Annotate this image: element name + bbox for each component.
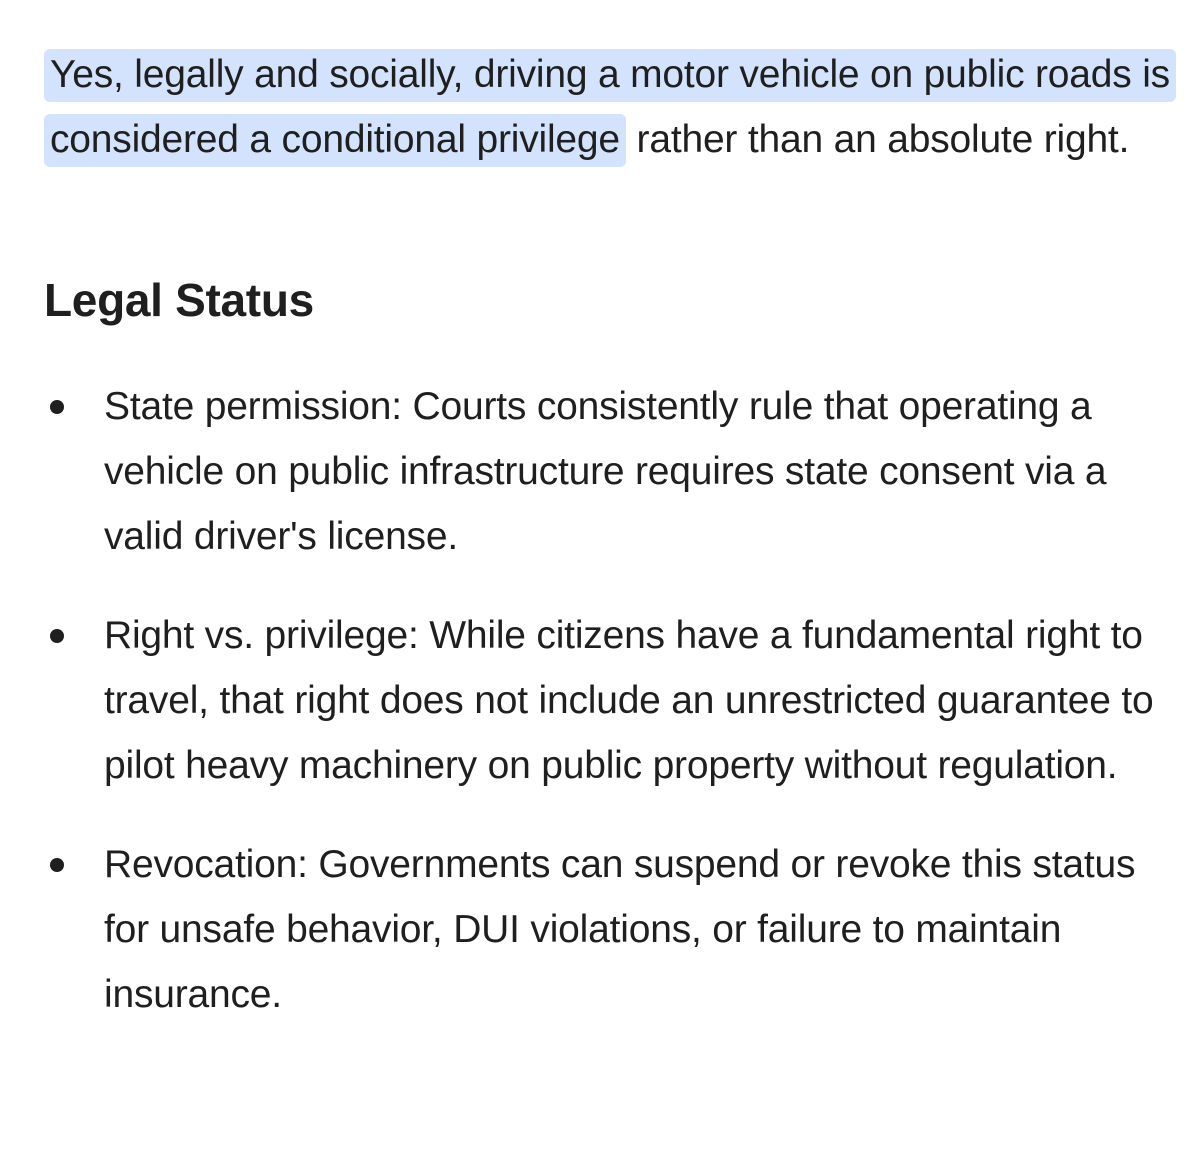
intro-rest: rather than an absolute right. — [625, 118, 1130, 161]
bullet-list — [44, 374, 1174, 1027]
list-item — [44, 374, 1174, 569]
list-item — [44, 832, 1174, 1027]
bullet-dot-icon — [50, 400, 64, 414]
list-item — [44, 603, 1174, 798]
intro-paragraph — [44, 42, 1174, 172]
bullet-dot-icon — [50, 629, 64, 643]
response-body — [44, 42, 1174, 1061]
highlighted-answer[interactable]: Yes, legally and socially, driving a motor vehicle on public roads is considered a conditional privilege — [44, 49, 1176, 167]
list-item-text: State permission: Courts consistently rule that operating a vehicle on public infrastructure requires state consent via a valid driver's license. — [104, 385, 1107, 558]
list-item-text: Right vs. privilege: While citizens have a fundamental right to travel, that right does not include an unrestricted guarantee to pilot heavy machinery on public property without regulation. — [104, 614, 1154, 787]
section-heading: Legal Status — [44, 274, 314, 326]
list-item-text: Revocation: Governments can suspend or revoke this status for unsafe behavior, DUI violations, or failure to maintain insurance. — [104, 843, 1136, 1016]
bullet-dot-icon — [50, 858, 64, 872]
